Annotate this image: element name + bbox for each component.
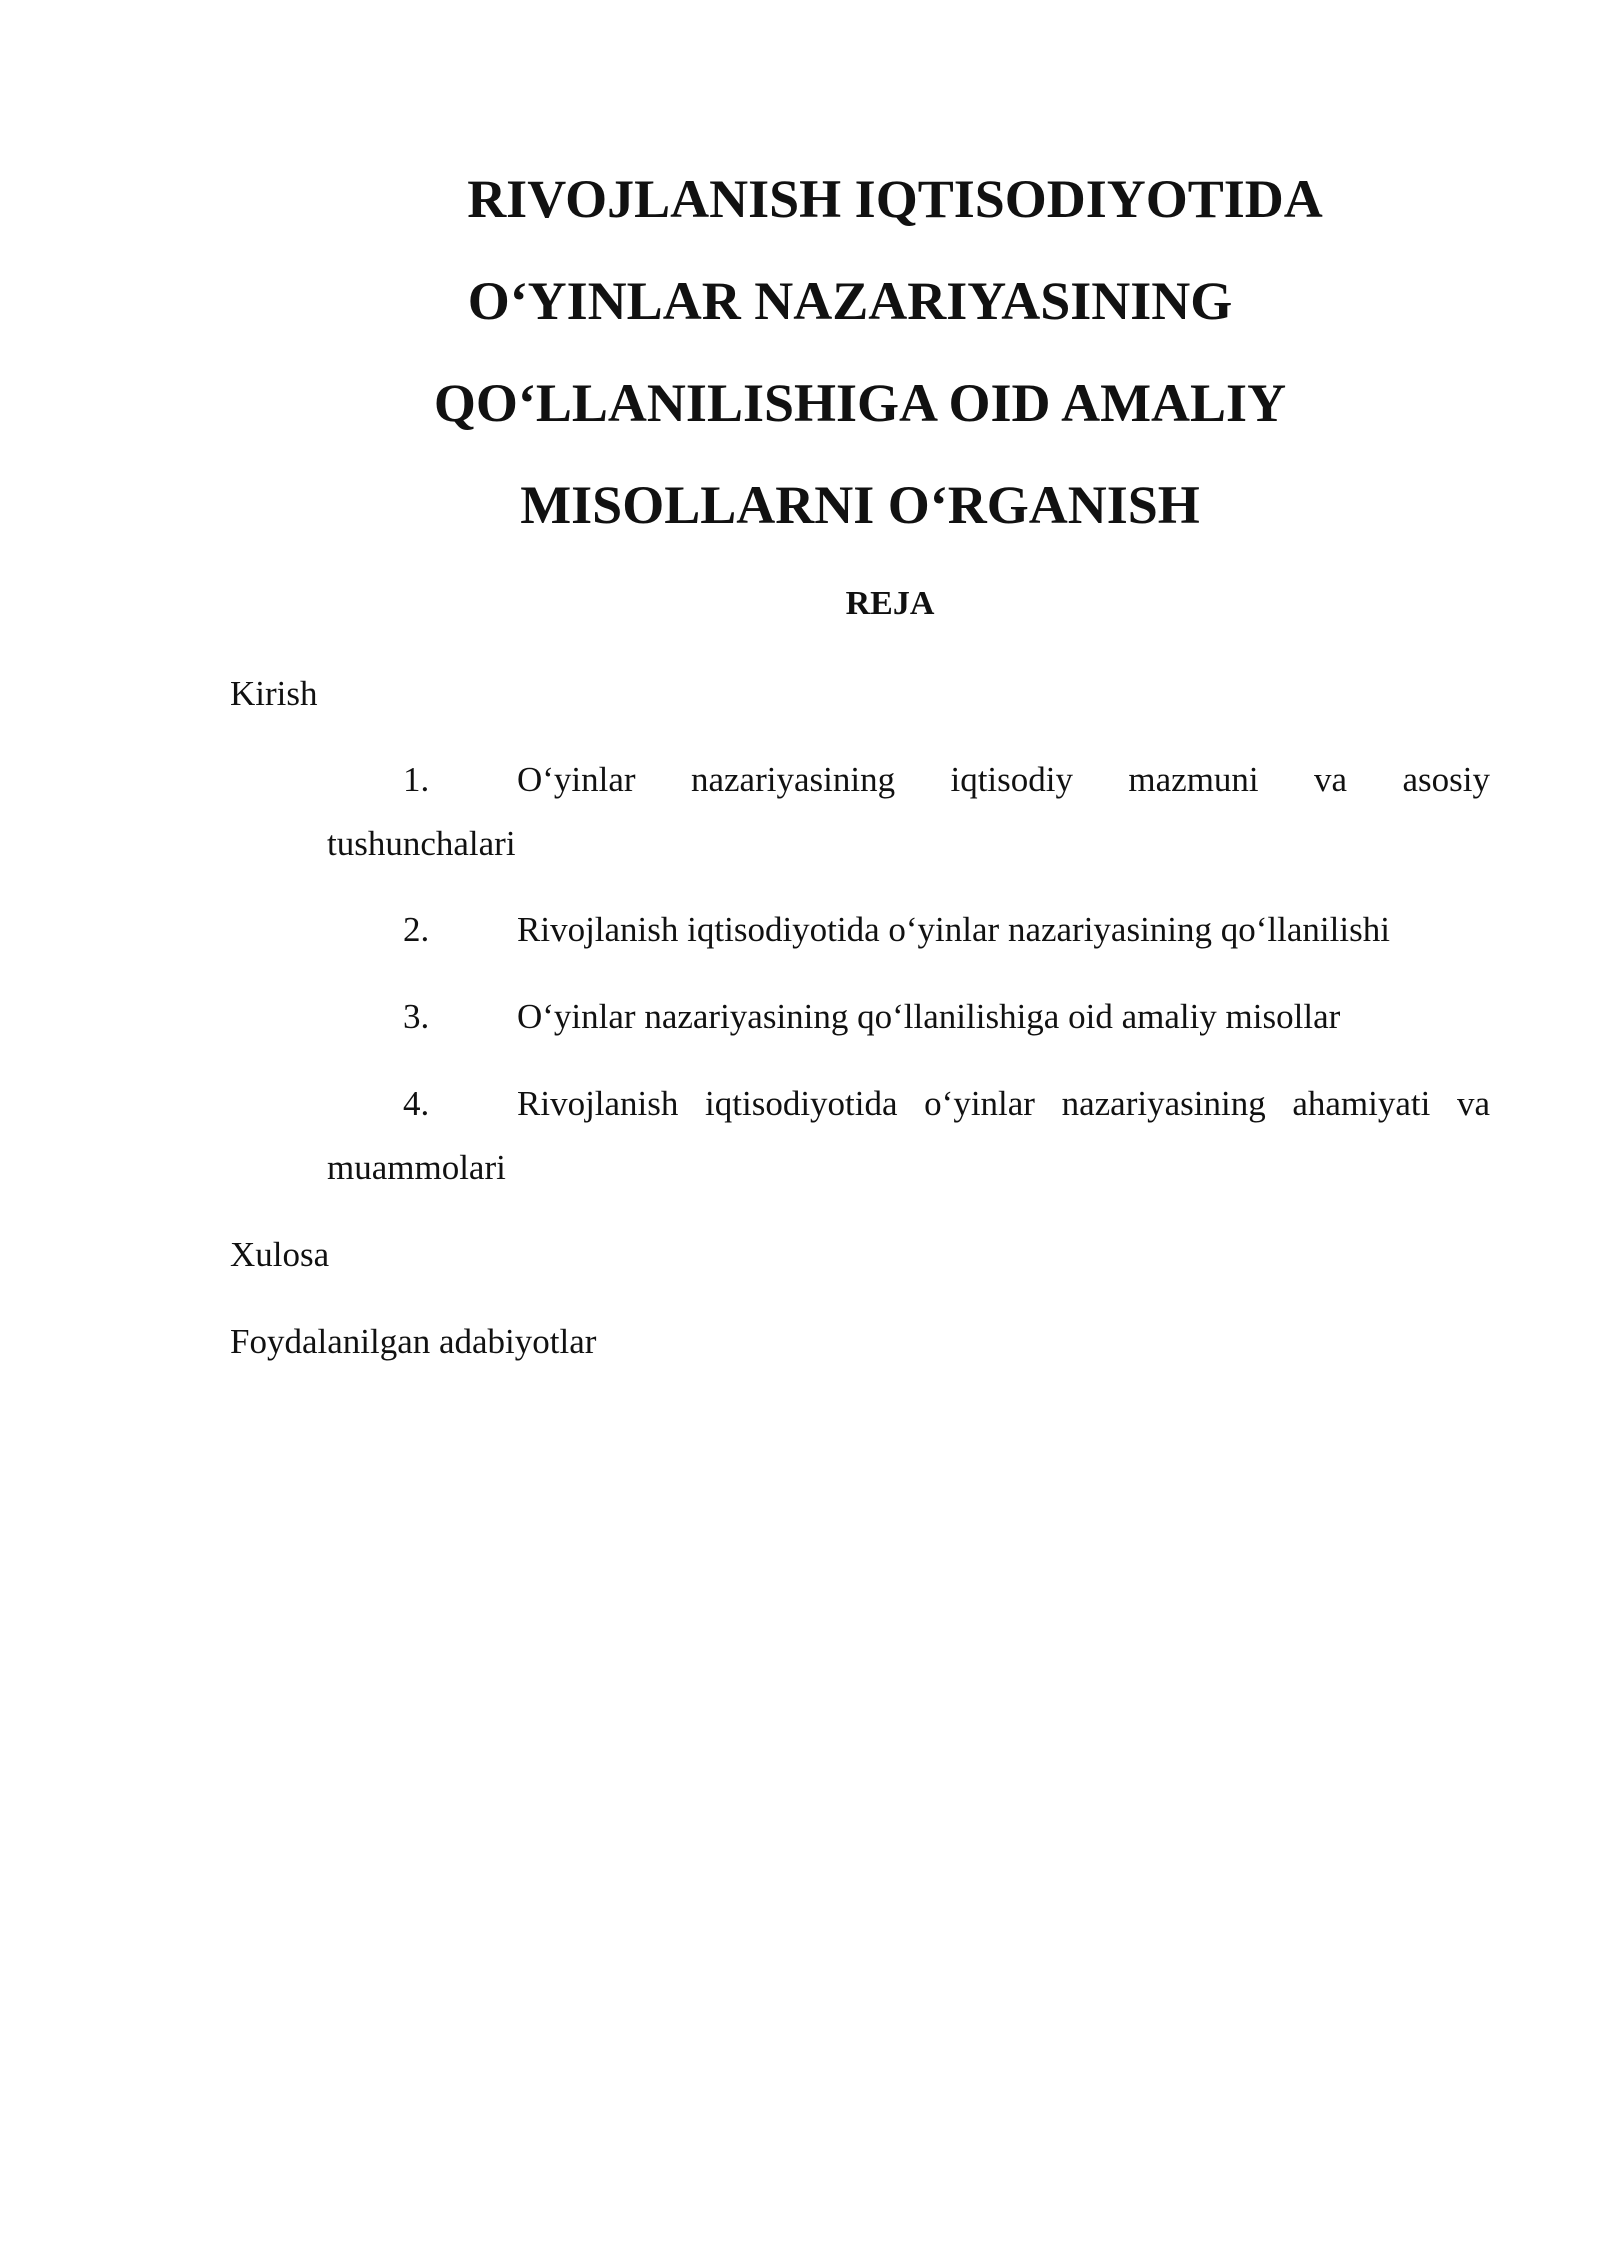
plan-item-text: O‘yinlar nazariyasining iqtisodiy mazmuni va asosiy [517,760,1490,799]
plan-item-4 [327,1072,1490,1136]
plan-item-text: Rivojlanish iqtisodiyotida o‘yinlar nazariyasining qo‘llanilishi [517,910,1390,949]
plan-item-number: 1. [403,760,430,799]
conclusion-entry: Xulosa [230,1235,330,1274]
plan-item-text: Rivojlanish iqtisodiyotida o‘yinlar nazariyasining ahamiyati va [517,1084,1490,1123]
plan-heading: REJA [845,585,935,622]
plan-item-number: 4. [403,1084,430,1123]
plan-item-3 [327,985,1490,1049]
title-line: QO‘LLANILISHIGA OID AMALIY [433,373,1287,433]
plan-item-continuation: tushunchalari [327,824,516,863]
references-entry: Foydalanilgan adabiyotlar [230,1322,597,1361]
plan-item-1 [327,748,1490,812]
title-line: MISOLLARNI O‘RGANISH [520,475,1200,535]
plan-item-number: 3. [403,997,430,1036]
intro-entry: Kirish [230,674,318,713]
plan-item-text: O‘yinlar nazariyasining qo‘llanilishiga oid amaliy misollar [517,997,1341,1036]
plan-item-continuation: muammolari [327,1148,506,1187]
title-line: RIVOJLANISH IQTISODIYOTIDA [467,169,1323,229]
plan-item-number: 2. [403,910,430,949]
title-line: O‘YINLAR NAZARIYASINING [467,271,1233,331]
plan-item-2 [327,898,1490,962]
document-title [330,148,1390,556]
